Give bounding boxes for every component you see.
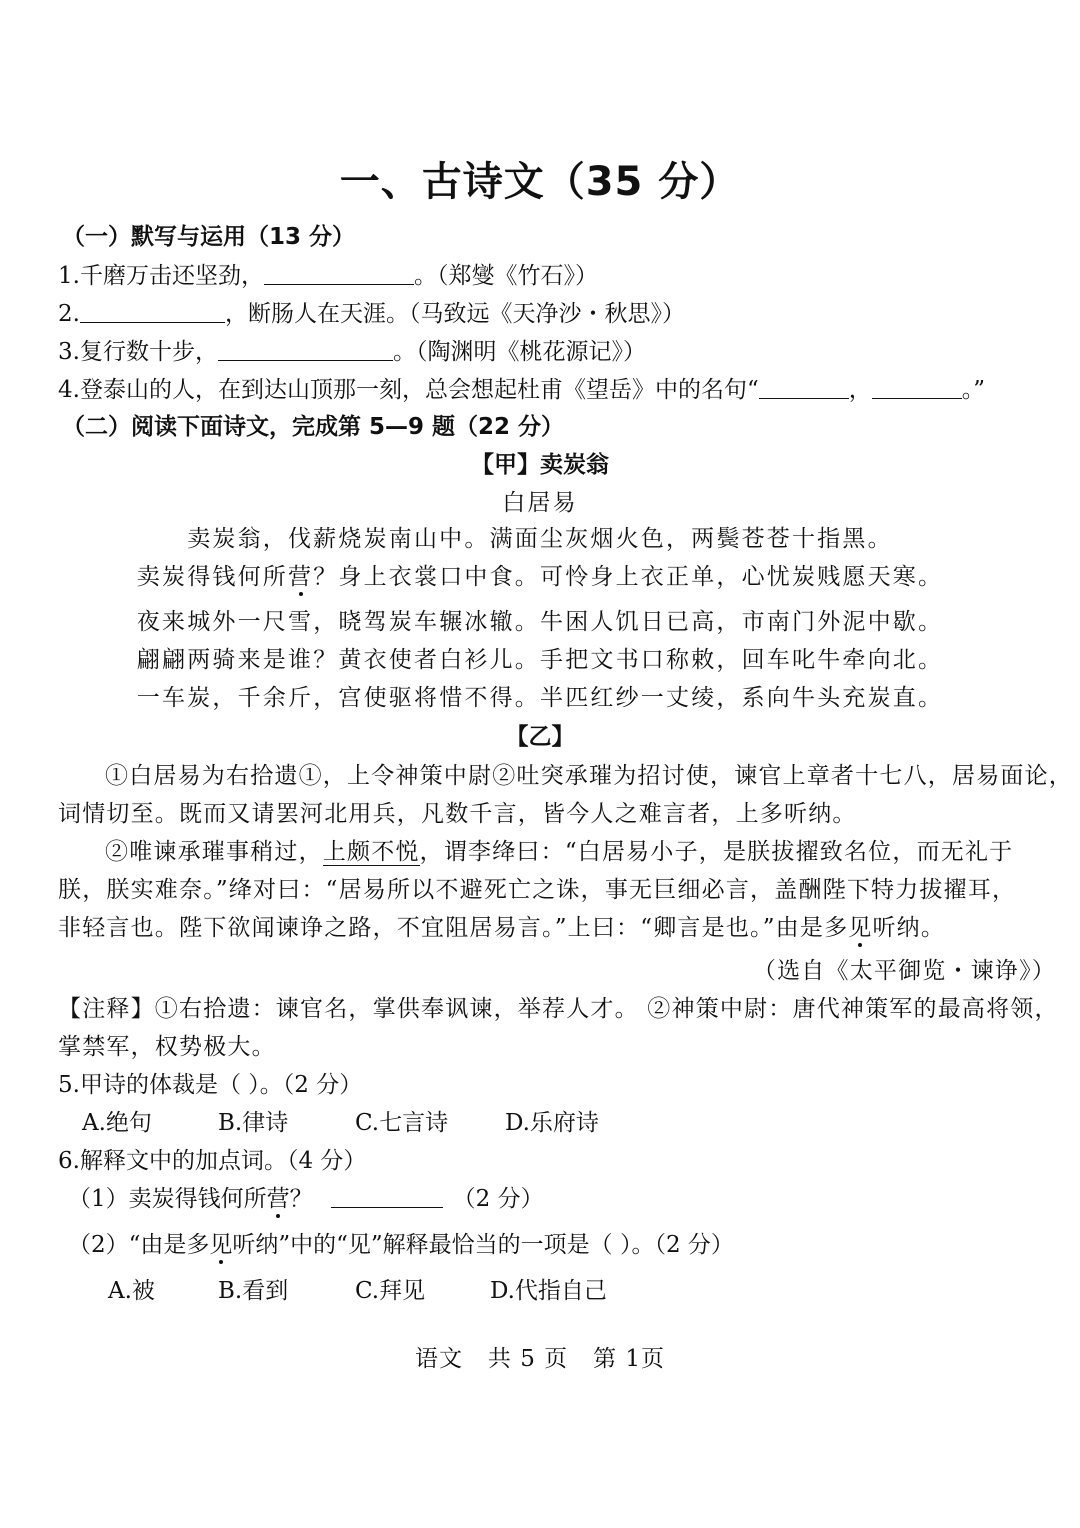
section1-heading: （一）默写与运用（13 分） (62, 224, 356, 250)
question-1-source: 。（郑燮《竹石》） (413, 263, 598, 289)
poem-line: 卖炭翁，伐薪烧炭南山中。满面尘灰烟火色，两鬓苍苍十指黑。 (187, 526, 893, 552)
passage-yi-paragraph-2 (105, 833, 1013, 866)
section2-heading: （二）阅读下面诗文，完成第 5—9 题（22 分） (62, 414, 565, 440)
question-text: （1）卖炭得钱何所 (68, 1186, 267, 1212)
passage-yi-paragraph-1: ①白居易为右拾遗①，上令神策中尉②吐突承璀为招讨使，谏官上章者十七八，居易面论， (105, 763, 1073, 789)
option-b[interactable]: B.看到 (218, 1278, 289, 1304)
answer-blank[interactable] (331, 1185, 443, 1208)
page-footer: 语文 共 5 页 第 1页 (414, 1346, 666, 1372)
question-1 (58, 257, 598, 290)
question-3-text: 3.复行数十步， (58, 339, 218, 365)
question-1-text: 1.千磨万击还坚劲， (58, 263, 264, 289)
poem-line-text: ？身上衣裳口中食。可怜身上衣正单，心忧炭贱愿天寒。 (313, 564, 944, 590)
question-6-2 (68, 1226, 734, 1259)
question-6: 6.解释文中的加点词。（4 分） (58, 1148, 367, 1174)
answer-blank[interactable] (872, 376, 962, 399)
option-b[interactable]: B.律诗 (218, 1110, 289, 1136)
question-3-source: 。（陶渊明《桃花源记》） (392, 339, 646, 365)
question-6-1 (68, 1180, 544, 1213)
poem-line: 翩翩两骑来是谁？黄衣使者白衫儿。手把文书口称敕，回车叱牛牵向北。 (136, 647, 944, 673)
question-2-text: ，断肠人在天涯。（马致远《天净沙・秋思》） (224, 301, 685, 327)
question-5: 5.甲诗的体裁是（ ）。（2 分） (58, 1072, 363, 1098)
question-score: （2 分） (452, 1186, 544, 1212)
passage-text: ，谓李绛曰：“白居易小子，是朕拔擢致名位，而无礼于 (419, 839, 1014, 865)
poem-line: 夜来城外一尺雪，晓驾炭车辗冰辙。牛困人饥日已高，市南门外泥中歇。 (136, 609, 944, 635)
page-title: 一、古诗文（35 分） (339, 159, 741, 205)
answer-blank[interactable] (759, 376, 849, 399)
passage-yi-paragraph-2-cont (58, 909, 945, 942)
emphasis-dot-char: 营 (266, 1186, 290, 1212)
option-d[interactable]: D.代指自己 (490, 1278, 607, 1304)
question-text: （2）“由是多 (68, 1232, 210, 1258)
question-text: 听纳”中的“见”解释最恰当的一项是（ ）。（2 分） (232, 1232, 734, 1258)
annotation-note: 【注释】①右拾遗：谏官名，掌供奉讽谏，举荐人才。 ②神策中尉：唐代神策军的最高将领， (58, 996, 1059, 1022)
poem-author: 白居易 (502, 490, 578, 516)
question-3 (58, 333, 646, 366)
passage-yi-paragraph-2-cont: 朕，朕实难奈。”绛对曰：“居易所以不避死亡之诛，事无巨细必言，盖酬陛下特力拔擢耳， (58, 877, 1017, 903)
option-c[interactable]: C.拜见 (355, 1278, 426, 1304)
passage-text: ②唯谏承璀事稍过， (105, 839, 323, 865)
answer-blank[interactable] (264, 262, 414, 285)
option-d[interactable]: D.乐府诗 (505, 1110, 599, 1136)
question-text: ？ (289, 1186, 313, 1212)
poem-line-text: 卖炭得钱何所 (136, 564, 288, 590)
poem-line: 一车炭，千余斤，宫使驱将惜不得。半匹红纱一丈绫，系向牛头充炭直。 (136, 685, 944, 711)
passage-text: 听纳。 (872, 915, 946, 941)
option-a[interactable]: A.被 (108, 1278, 155, 1304)
passage-yi-paragraph-1-cont: 词情切至。既而又请罢河北用兵，凡数千言，皆今人之难言者，上多听纳。 (58, 801, 857, 827)
emphasis-dot-char: 营 (288, 564, 314, 590)
question-2 (58, 295, 685, 328)
option-a[interactable]: A.绝句 (82, 1110, 152, 1136)
annotation-note-cont: 掌禁军，权势极大。 (58, 1034, 276, 1060)
question-2-number: 2. (58, 301, 80, 327)
passage-yi-title: 【乙】 (505, 724, 575, 750)
poem-title: 【甲】卖炭翁 (471, 452, 609, 478)
answer-blank[interactable] (80, 300, 225, 323)
question-4-text: 4.登泰山的人，在到达山顶那一刻，总会想起杜甫《望岳》中的名句“ (58, 377, 759, 403)
passage-source: （选自《太平御览・谏诤》） (752, 958, 1056, 984)
option-c[interactable]: C.七言诗 (355, 1110, 449, 1136)
underlined-phrase: 上颇不悦 (322, 839, 420, 865)
question-4 (58, 371, 985, 404)
answer-blank[interactable] (218, 338, 393, 361)
passage-text: 非轻言也。陛下欲闻谏诤之路，不宜阻居易言。”上曰：“卿言是也。”由是多 (58, 915, 849, 941)
question-4-end: 。” (961, 377, 985, 403)
emphasis-dot-char: 见 (209, 1232, 233, 1258)
emphasis-dot-char: 见 (848, 915, 873, 941)
poem-line (0, 558, 1080, 591)
question-4-comma: ， (848, 377, 872, 403)
